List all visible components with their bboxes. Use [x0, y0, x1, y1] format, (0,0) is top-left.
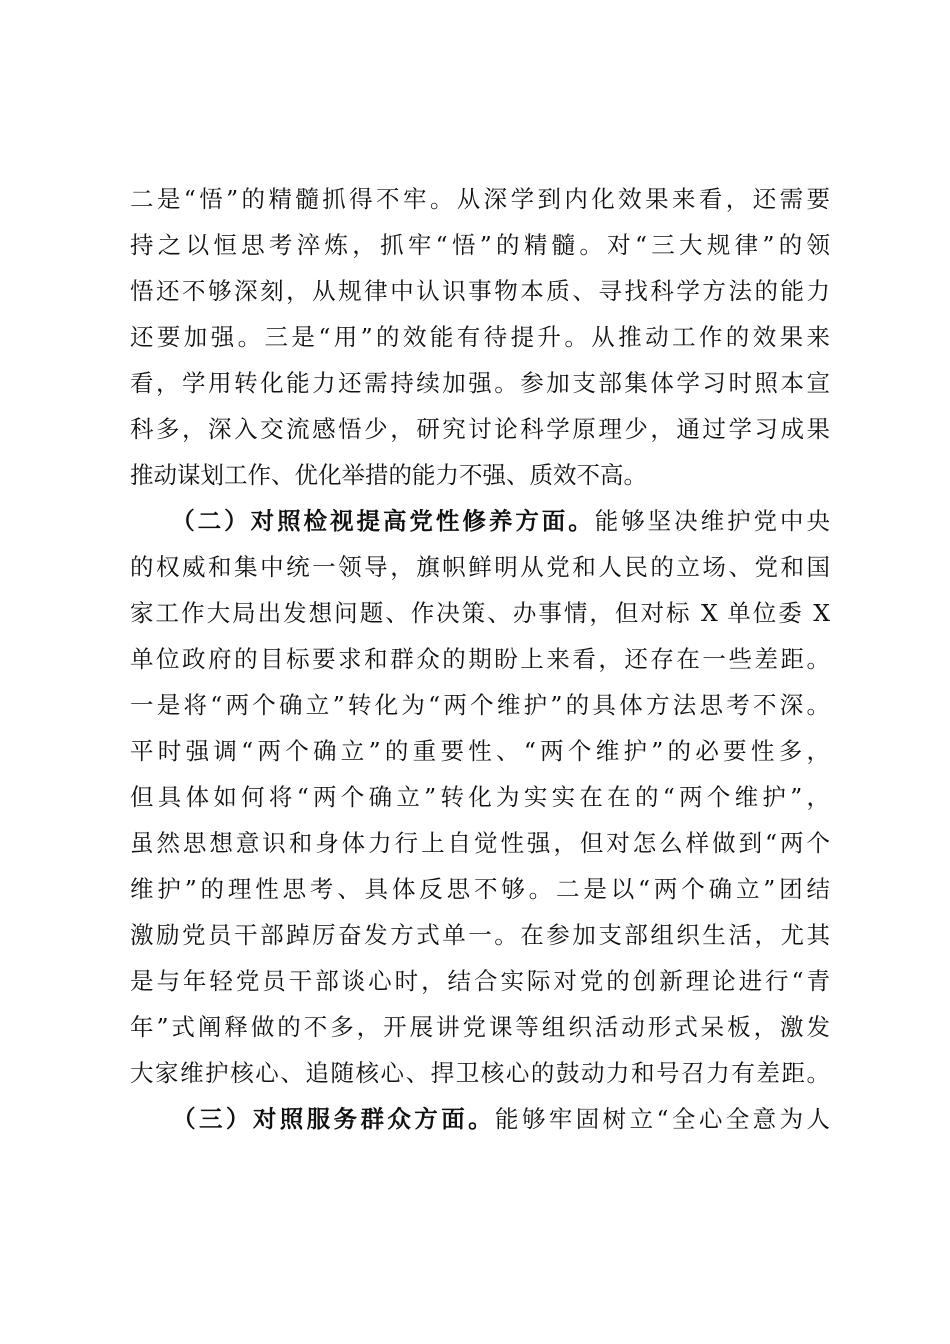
body-text: 大家维护核心、追随核心、捍卫核心的鼓动力和号召力有差距。 — [130, 1059, 830, 1087]
text-line — [130, 1050, 830, 1096]
body-text: 年”式阐释做的不多，开展讲党课等组织活动形式呆板，激发 — [130, 1013, 830, 1041]
text-line — [130, 958, 830, 1004]
text-line — [130, 544, 830, 590]
text-line — [130, 406, 830, 452]
body-text: 持之以恒思考淬炼，抓牢“悟”的精髓。对“三大规律”的领 — [130, 231, 830, 259]
body-text: 悟还不够深刻，从规律中认识事物本质、寻找科学方法的能力 — [130, 277, 830, 305]
body-text: 的权威和集中统一领导，旗帜鲜明从党和人民的立场、党和国 — [130, 553, 830, 581]
text-line — [130, 590, 830, 636]
body-text: 单位政府的目标要求和群众的期盼上来看，还存在一些差距。 — [130, 645, 830, 673]
body-text: 是与年轻党员干部谈心时，结合实际对党的创新理论进行“青 — [130, 967, 830, 995]
text-line — [130, 820, 830, 866]
text-line — [130, 774, 830, 820]
text-line — [130, 498, 830, 544]
text-line — [130, 222, 830, 268]
body-text: 看，学用转化能力还需持续加强。参加支部集体学习时照本宣 — [130, 369, 830, 397]
text-line — [130, 682, 830, 728]
body-text: 虽然思想意识和身体力行上自觉性强，但对怎么样做到“两个 — [130, 829, 830, 857]
text-line — [130, 1096, 830, 1142]
document-body — [130, 176, 830, 1142]
body-text: 能够牢固树立“全心全意为人 — [495, 1105, 830, 1133]
text-line — [130, 452, 830, 498]
body-text: 还要加强。三是“用”的效能有待提升。从推动工作的效果来 — [130, 323, 830, 351]
text-line — [130, 176, 830, 222]
text-line — [130, 360, 830, 406]
section-heading: （二）对照检视提高党性修养方面。 — [130, 507, 595, 535]
body-text: 二是“悟”的精髓抓得不牢。从深学到内化效果来看，还需要 — [130, 185, 830, 213]
section-heading: （三）对照服务群众方面。 — [130, 1105, 496, 1133]
text-line — [130, 636, 830, 682]
body-text: 但具体如何将“两个确立”转化为实实在在的“两个维护”， — [130, 783, 830, 811]
text-line — [130, 866, 830, 912]
body-text: 一是将“两个确立”转化为“两个维护”的具体方法思考不深。 — [130, 691, 830, 719]
text-line — [130, 268, 830, 314]
text-line — [130, 728, 830, 774]
text-line — [130, 912, 830, 958]
body-text: 激励党员干部踔厉奋发方式单一。在参加支部组织生活，尤其 — [130, 921, 830, 949]
body-text: 维护”的理性思考、具体反思不够。二是以“两个确立”团结 — [130, 875, 830, 903]
text-line — [130, 1004, 830, 1050]
body-text: 科多，深入交流感悟少，研究讨论科学原理少，通过学习成果 — [130, 415, 830, 443]
body-text: 能够坚决维护党中央 — [594, 507, 831, 535]
text-line — [130, 314, 830, 360]
body-text: 推动谋划工作、优化举措的能力不强、质效不高。 — [130, 461, 647, 489]
body-text: 平时强调“两个确立”的重要性、“两个维护”的必要性多， — [130, 737, 830, 765]
body-text: 家工作大局出发想问题、作决策、办事情，但对标 X 单位委 X — [130, 599, 830, 627]
